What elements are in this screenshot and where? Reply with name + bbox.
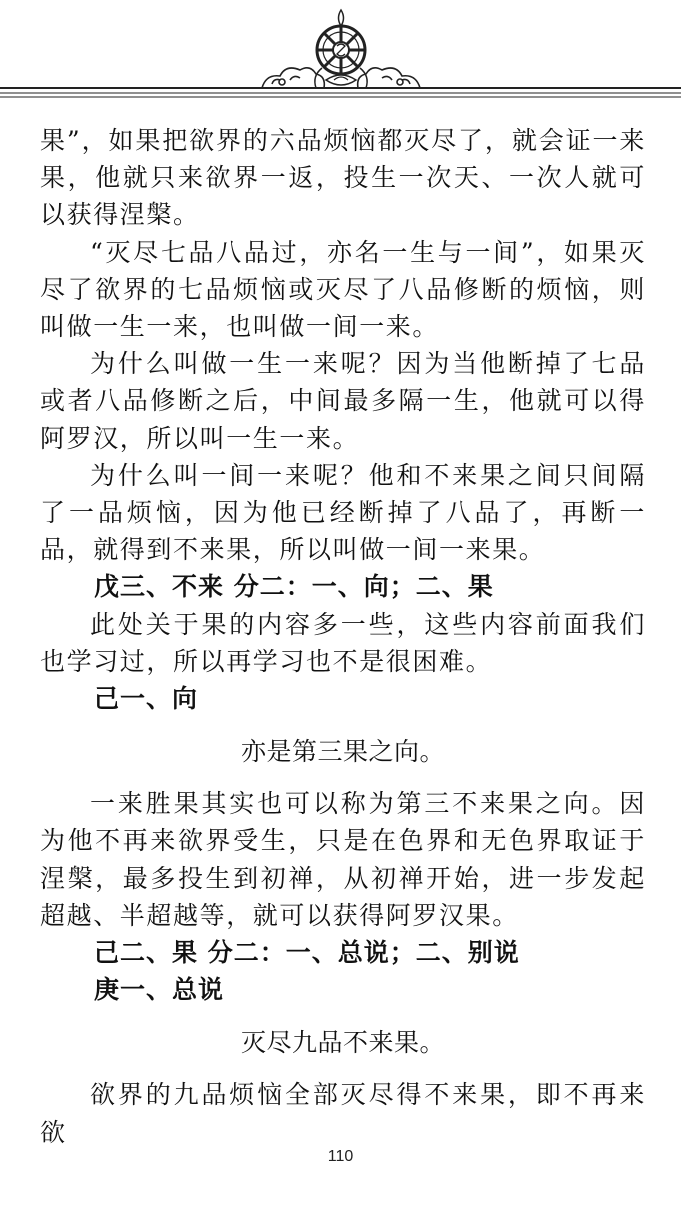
verse-2: 灭尽九品不来果。 xyxy=(240,1028,445,1058)
dharma-wheel-icon xyxy=(0,0,681,105)
section-heading-1: 戊三、不来 分二：一、向；二、果 xyxy=(94,572,494,602)
section-heading-3: 己二、果 分二：一、总说；二、别说 xyxy=(94,938,520,968)
section-heading-4: 庚一、总说 xyxy=(94,975,225,1005)
paragraph-3: 为什么叫做一生一来呢？因为当他断掉了七品或者八品修断之后，中间最多隔一生，他就可以得阿罗汉，所以叫一生一来。 xyxy=(40,349,646,453)
page-header-ornament xyxy=(0,0,681,105)
page-body xyxy=(40,122,646,1151)
page-number: 110 xyxy=(327,1148,354,1165)
paragraph-1: 果”，如果把欲界的六品烦恼都灭尽了，就会证一来果，他就只来欲界一返，投生一次天、一次人就可以获得涅槃。 xyxy=(40,126,646,230)
paragraph-2: “灭尽七品八品过，亦名一生与一间”，如果灭尽了欲界的七品烦恼或灭尽了八品修断的烦恼，则叫做一生一来，也叫做一间一来。 xyxy=(40,237,646,342)
paragraph-4: 为什么叫一间一来呢？他和不来果之间只间隔了一品烦恼，因为他已经断掉了八品了，再断一品，就得到不来果，所以叫做一间一来果。 xyxy=(40,460,646,565)
verse-1: 亦是第三果之向。 xyxy=(240,737,445,767)
section-heading-2: 己一、向 xyxy=(94,684,199,714)
paragraph-7: 欲界的九品烦恼全部灭尽得不来果，即不再来欲 xyxy=(40,1080,646,1147)
paragraph-5: 此处关于果的内容多一些，这些内容前面我们也学习过，所以再学习也不是很困难。 xyxy=(40,609,646,676)
paragraph-6: 一来胜果其实也可以称为第三不来果之向。因为他不再来欲界受生，只是在色界和无色界取证于涅槃，最多投生到初禅，从初禅开始，进一步发起超越、半超越等，就可以获得阿罗汉果。 xyxy=(40,789,646,930)
